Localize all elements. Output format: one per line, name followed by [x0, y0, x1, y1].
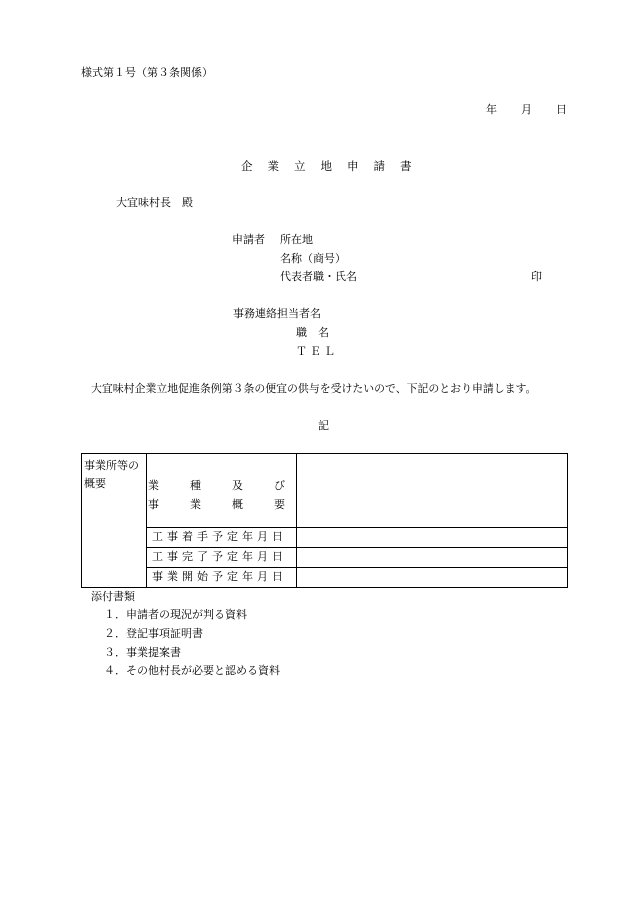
table-row	[82, 548, 568, 568]
completion-date-label-cell	[147, 548, 297, 568]
completion-date-input-cell[interactable]	[297, 548, 568, 568]
addressee: 大宜味村長 殿	[116, 196, 193, 209]
applicant-representative-label: 代表者職・氏名	[280, 270, 357, 283]
table-row	[82, 528, 568, 548]
completion-date-label: 工事完了予定年月日	[152, 550, 287, 563]
table-row	[82, 568, 568, 588]
business-type-label: 業 種 及 び	[148, 479, 295, 492]
start-date-label-cell	[147, 528, 297, 548]
attachment-item: ３．事業提案書	[104, 646, 181, 659]
applicant-address-label: 所在地	[280, 233, 313, 246]
form-number: 様式第１号（第３条関係）	[81, 66, 213, 79]
operation-date-label: 事業開始予定年月日	[152, 570, 287, 583]
applicant-name-label: 名称（商号）	[280, 252, 346, 265]
overview-table	[81, 453, 568, 588]
date-month-label: 月	[521, 103, 532, 116]
attachment-item: １．申請者の現況が判る資料	[104, 608, 247, 621]
body-text: 大宜味村企業立地促進条例第３条の便宜の供与を受けたいので、下記のとおり申請します。	[91, 382, 537, 395]
ki-label: 記	[318, 419, 329, 432]
attachments-heading: 添付書類	[91, 590, 135, 603]
start-date-input-cell[interactable]	[297, 528, 568, 548]
document-title: 企業立地申請書	[241, 159, 427, 173]
business-overview-label: 事 業 概 要	[148, 498, 295, 511]
section-label-cell	[82, 454, 147, 588]
operation-date-label-cell	[147, 568, 297, 588]
seal-mark: 印	[531, 270, 542, 283]
section-label: 事業所等の概要	[84, 459, 139, 490]
start-date-label: 工事着手予定年月日	[152, 530, 287, 543]
operation-date-input-cell[interactable]	[297, 568, 568, 588]
business-input-cell[interactable]	[297, 454, 568, 528]
contact-position-label: 職 名	[296, 326, 329, 339]
contact-label: 事務連絡担当者名	[233, 307, 321, 320]
business-label-cell	[147, 454, 297, 528]
date-year-label: 年	[486, 103, 497, 116]
attachment-item: ４．その他村長が必要と認める資料	[104, 664, 280, 677]
applicant-label: 申請者	[232, 233, 265, 246]
attachment-item: ２．登記事項証明書	[104, 627, 203, 640]
table-row	[82, 454, 568, 528]
contact-tel-label: ＴＥＬ	[296, 345, 338, 358]
date-day-label: 日	[556, 103, 567, 116]
